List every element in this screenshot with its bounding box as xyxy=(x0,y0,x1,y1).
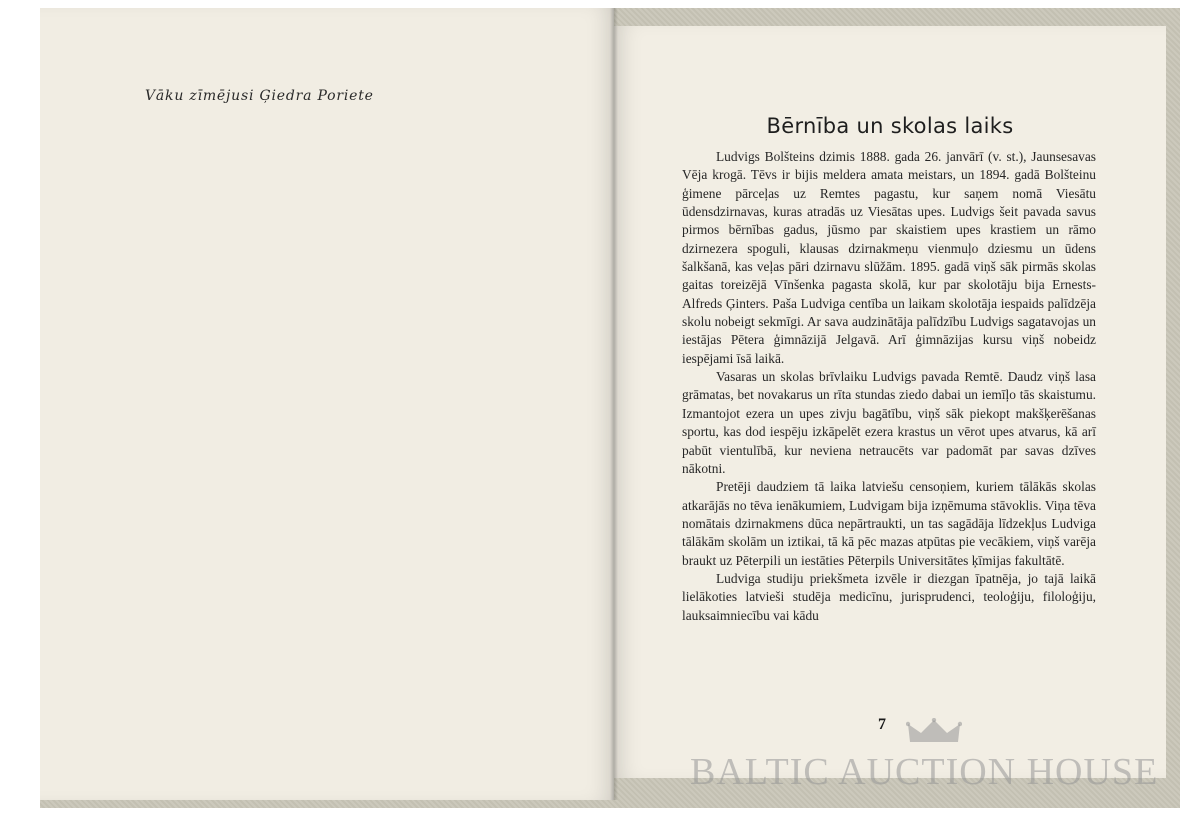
left-page xyxy=(40,8,614,800)
chapter-heading: Bērnība un skolas laiks xyxy=(766,114,1014,138)
paragraph: Vasaras un skolas brīvlaiku Ludvigs pavada Remtē. Daudz viņš lasa grāmatas, bet novakarus un rīta stundas ziedo dabai un iemīļo tās skaistumu. Izmantojot ezera un upes zivju bagātību, viņš sāk piekopt makšķerēšanas sportu, kas dod iespēju izkāpelēt ezera krastus un vērot upes atvarus, kā arī pabūt vientulībā, kur neviena netraucēts var padomāt par savas dzīves nākotni. xyxy=(682,369,1096,476)
crown-icon xyxy=(906,718,962,746)
cover-artist-credit: Vāku zīmējusi Ģiedra Poriete xyxy=(145,88,374,104)
paragraph: Ludviga studiju priekšmeta izvēle ir diezgan īpatnēja, jo tajā laikā lielākoties latvieši studēja medicīnu, jurisprudenci, teoloģiju, filoloģiju, lauksaimniecību vai kādu xyxy=(682,570,1096,623)
paragraph: Pretēji daudziem tā laika latviešu censoņiem, kuriem tālākās skolas atkarājās no tēva ienākumiem, Ludvigam bija izņēmuma stāvoklis. Viņa tēva nomātais dzirnakmens dūca nepārtraukti, un tas sagādāja līdzekļus Ludviga tālākām skolām un iztikai, tā kā pēc mazas atpūtas pie vecākiem, viņš varēja braukt uz Pēterpili un iestāties Pēterpils Universitātes ķīmijas fakultātē. xyxy=(682,479,1096,568)
paragraph: Ludvigs Bolšteins dzimis 1888. gada 26. janvārī (v. st.), Jaunsesavas Vēja krogā. Tēvs ir bijis meldera amata meistars, un 1894. gadā Bolšteinu ģimene pārceļas uz Remtes pagastu, kur saņem nomā Viesātu ūdensdzirnavas, kuras atradās uz Viesātas upes. Ludvigs šeit pavada savus pirmos bērnības gadus, jūsmo par skaistiem upes krastiem un rāmo dzirnezera spoguli, klausas dzirnakmeņu vienmuļo dziesmu un ūdens šalkšanā, kas veļas pāri dzirnavu slūžām. 1895. gadā viņš sāk pirmās skolas gaitas toreizējā Vīnšenka pagasta skolā, kur par skolotāju bija Ernests-Alfreds Ģinters. Paša Ludviga centība un laikam skolotāja iespaids palīdzēja skolu nobeigt sekmīgi. Ar sava audzinātāja palīdzību Ludvigs sagatavojas un iestājas Pētera ģimnāzijā Jelgavā. Arī ģimnāzijas kursu viņš nobeidz iespējami īsā laikā. xyxy=(682,149,1096,366)
watermark: BALTIC AUCTION HOUSE xyxy=(690,751,1159,793)
chapter-body xyxy=(682,148,1096,625)
page-number: 7 xyxy=(878,716,886,733)
